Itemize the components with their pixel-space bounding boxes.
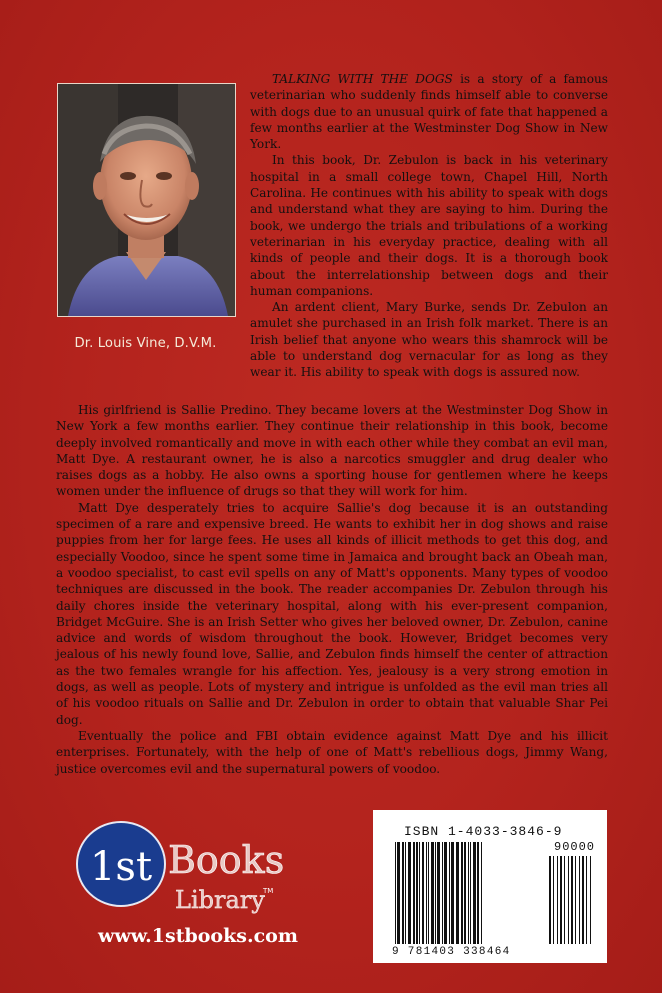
barcode-bar xyxy=(461,842,463,944)
author-caption: Dr. Louis Vine, D.V.M. xyxy=(74,336,217,351)
addon-bar xyxy=(586,856,587,944)
barcode-bar xyxy=(477,842,479,944)
barcode-bar xyxy=(464,842,466,944)
blurb-paragraph-2: In this book, Dr. Zebulon is back in his veterinary hospital in a small college town, Chapel Hill, North Carolina. He continues with his ability to speak with dogs and understand what they are saying to him. During the book, we undergo the trials and tribulations of a working veterinarian in his everyday practice, dealing with all kinds of people and their dogs. It is a thorough book about the interrelationship between dogs and their human companions. xyxy=(250,153,608,298)
publisher-url[interactable]: www.1stbooks.com xyxy=(98,925,298,947)
blurb-paragraph-6: Eventually the police and FBI obtain evidence against Matt Dye and his illicit enterprises. Fortunately, with the help of one of Matt's rebellious dogs, Jimmy Wang, justice overcomes evil and the supernatural powers of voodoo. xyxy=(56,728,608,776)
barcode-bar xyxy=(419,842,420,944)
blurb-paragraph-3: An ardent client, Mary Burke, sends Dr. Zebulon an amulet she purchased in an Irish folk market. There is an Irish belief that anyone who wears this shamrock will be able to understand dog vernacular for as long as they wear it. His ability to speak with dogs is assured now. xyxy=(250,300,608,380)
barcode-bar xyxy=(456,842,459,944)
blurb-top-column xyxy=(250,71,608,381)
barcode-bar xyxy=(416,842,418,944)
addon-bar xyxy=(590,856,591,944)
logo-library-text: Library xyxy=(175,886,265,914)
barcode-panel xyxy=(373,810,607,963)
author-photo xyxy=(57,83,236,317)
blurb-full-column xyxy=(56,402,608,777)
barcode-bar xyxy=(422,842,424,944)
barcode-bar xyxy=(397,842,400,944)
book-title: TALKING WITH THE DOGS xyxy=(272,72,453,86)
addon-bar xyxy=(549,856,551,944)
barcode-bar xyxy=(468,842,469,944)
addon-bar xyxy=(553,856,554,944)
barcode-bar xyxy=(437,842,440,944)
addon-bar xyxy=(557,856,558,944)
blurb-paragraph-5: Matt Dye desperately tries to acquire Sallie's dog because it is an outstanding specimen of a rare and expensive breed. He wants to exhibit her in dog shows and raise puppies from her for large fees. He uses all kinds of illicit methods to get this dog, and especially Voodoo, since he spent some time in Jamaica and brought back an Obeah man, a voodoo specialist, to cast evil spells on any of Matt's opponents. Many types of voodoo techniques are discussed in the book. The reader accompanies Dr. Zebulon through his daily chores inside the veterinary hospital, along with his ever-present companion, Bridget McGuire. She is an Irish Setter who gives her beloved owner, Dr. Zebulon, canine advice and words of wisdom throughout the book. However, Bridget becomes very jealous of his newly found love, Sallie, and Zebulon finds himself the center of attraction as the two females wrangle for his affection. Yes, jealousy is a very strong emotion in dogs, as well as people. Lots of mystery and intrigue is unfolded as the evil man tries all of his voodoo rituals on Sallie and Dr. Zebulon in order to obtain that valuable Shar Pei dog. xyxy=(56,500,608,727)
barcode-bar xyxy=(402,842,404,944)
barcode-digits: 9 781403 338464 xyxy=(392,946,511,958)
barcode-bar xyxy=(444,842,447,944)
addon-bar xyxy=(571,856,573,944)
barcode-bar xyxy=(405,842,406,944)
publisher-logo xyxy=(75,820,325,920)
publisher-logo-graphic xyxy=(75,820,325,920)
barcode-bar xyxy=(408,842,411,944)
barcode-bar xyxy=(426,842,427,944)
isbn-label: ISBN 1-4033-3846-9 xyxy=(404,824,563,839)
barcode-bar xyxy=(451,842,454,944)
blurb-paragraph-1-text: is a story of a famous veterinarian who suddenly finds himself able to converse with dogs due to an unusual quirk of fate that happened a few months earlier at the Westminster Dog Show in New York. xyxy=(250,72,608,152)
barcode-bar xyxy=(413,842,415,944)
barcode-bars xyxy=(373,810,607,963)
barcode-bar xyxy=(470,842,471,944)
barcode-bar xyxy=(431,842,434,944)
addon-bar xyxy=(582,856,584,944)
addon-bar xyxy=(564,856,565,944)
author-portrait-illustration xyxy=(58,84,235,316)
price-code-label: 90000 xyxy=(554,840,596,854)
logo-books-text: Books xyxy=(168,838,285,882)
barcode-bar xyxy=(481,842,482,944)
logo-1st-text: 1st xyxy=(89,844,153,890)
addon-bar xyxy=(560,856,562,944)
barcode-bar xyxy=(428,842,429,944)
addon-bar xyxy=(579,856,580,944)
addon-bar xyxy=(568,856,569,944)
barcode-bar xyxy=(449,842,450,944)
blurb-paragraph-4: His girlfriend is Sallie Predino. They became lovers at the Westminster Dog Show in New York a few months earlier. They continue their relationship in this book, become deeply involved romantically and move in with each other while they combat an evil man, Matt Dye. A restaurant owner, he is also a narcotics smuggler and drug dealer who raises dogs as a hobby. He also owns a sporting house for gentlemen where he keeps women under the influence of drugs so that they will work for him. xyxy=(56,403,608,499)
barcode-bar xyxy=(395,842,396,944)
barcode-bar xyxy=(473,842,476,944)
barcode-bar xyxy=(442,842,443,944)
logo-tm-text: TM xyxy=(263,887,274,895)
addon-bar xyxy=(575,856,576,944)
barcode-bar xyxy=(435,842,436,944)
blurb-paragraph-1 xyxy=(250,71,608,152)
